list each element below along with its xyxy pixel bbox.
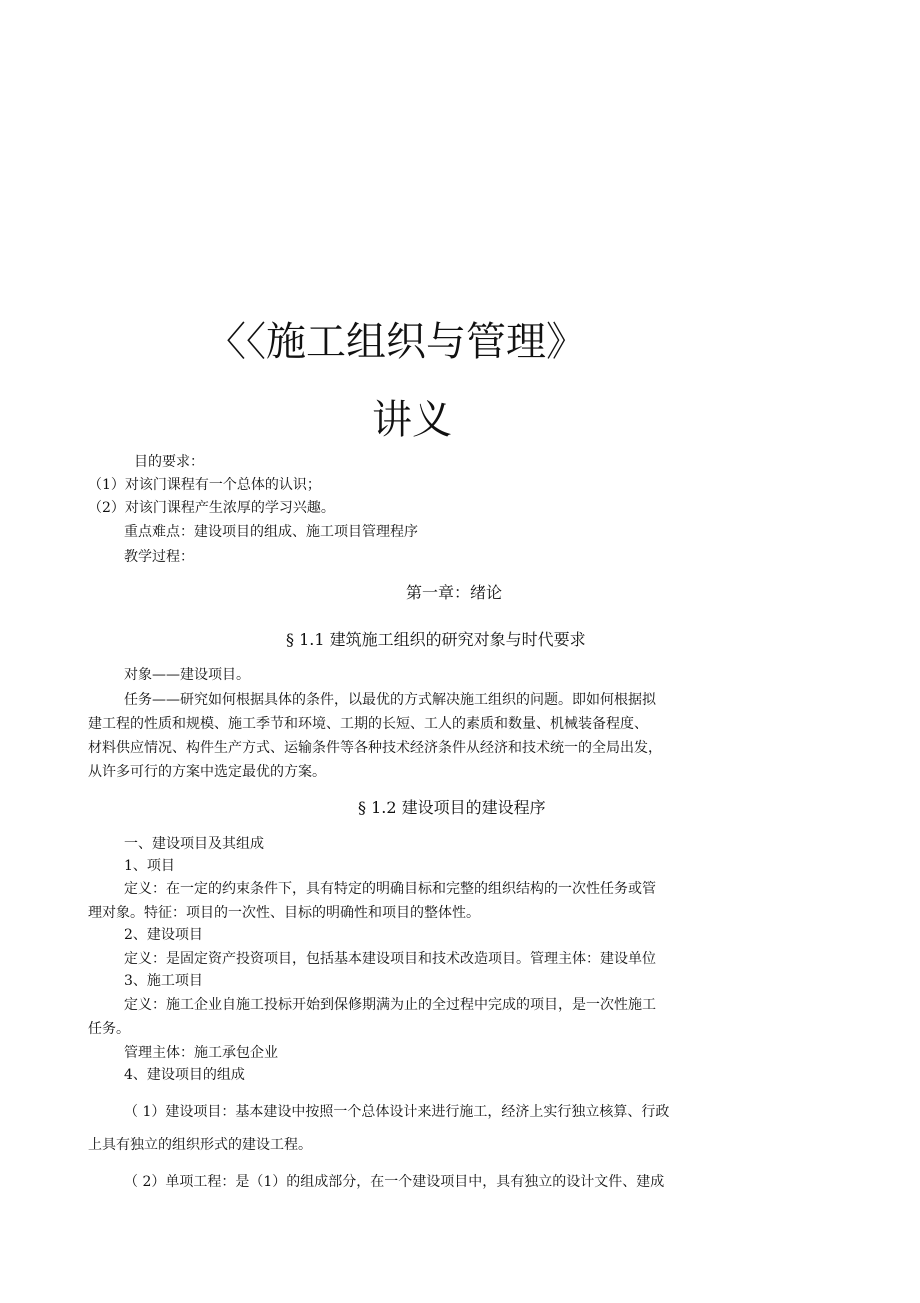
section-1-1-task-line: 任务——研究如何根据具体的条件，以最优的方式解决施工组织的问题。即如何根据拟 [124, 692, 656, 708]
objective-2: （2）对该门课程产生浓厚的学习兴趣。 [88, 500, 335, 516]
item-2-heading: 2、建设项目 [124, 927, 203, 943]
section-1-1-task-line: 从许多可行的方案中选定最优的方案。 [88, 764, 326, 780]
document-title-line1: 〈〈施工组织与管理》 [206, 319, 586, 365]
item-4-heading: 4、建设项目的组成 [124, 1067, 245, 1083]
item-3-subject: 管理主体：施工承包企业 [124, 1045, 278, 1061]
objectives-label: 目的要求： [134, 454, 204, 470]
section-1-1-task-line: 材料供应情况、构件生产方式、运输条件等各种技术经济条件从经济和技术统一的全局出发， [88, 740, 662, 756]
item-3-definition-line: 任务。 [88, 1021, 130, 1037]
section-1-1-heading: § 1.1 建筑施工组织的研究对象与时代要求 [286, 630, 586, 649]
chapter-heading: 第一章：绪论 [406, 583, 503, 602]
teaching-process: 教学过程： [124, 549, 194, 565]
section-1-1-object: 对象——建设项目。 [124, 667, 250, 683]
section-1-2-heading: § 1.2 建设项目的建设程序 [358, 798, 546, 817]
item-3-heading: 3、施工项目 [124, 973, 203, 989]
item-1-definition-line: 定义：在一定的约束条件下，具有特定的明确目标和完整的组织结构的一次性任务或管 [124, 881, 656, 897]
section-1-1-task-line: 建工程的性质和规模、施工季节和环境、工期的长短、工人的素质和数量、机械装备程度、 [88, 716, 648, 732]
document-title-line2: 讲义 [372, 397, 452, 443]
part-1-heading: 一、建设项目及其组成 [124, 836, 264, 852]
item-2-definition: 定义：是固定资产投资项目，包括基本建设项目和技术改造项目。管理主体：建设单位 [124, 951, 656, 967]
item-1-heading: 1、项目 [124, 858, 175, 874]
component-2-line: （ 2）单项工程：是（1）的组成部分，在一个建设项目中，具有独立的设计文件、建成 [124, 1174, 665, 1190]
objective-1: （1）对该门课程有一个总体的认识； [88, 477, 321, 493]
item-1-definition-line: 理对象。特征：项目的一次性、目标的明确性和项目的整体性。 [88, 905, 480, 921]
component-1-line: （ 1）建设项目：基本建设中按照一个总体设计来进行施工，经济上实行独立核算、行政 [124, 1104, 670, 1120]
item-3-definition-line: 定义：施工企业自施工投标开始到保修期满为止的全过程中完成的项目，是一次性施工 [124, 997, 656, 1013]
key-points: 重点难点：建设项目的组成、施工项目管理程序 [124, 524, 418, 540]
component-1-line: 上具有独立的组织形式的建设工程。 [88, 1137, 312, 1153]
